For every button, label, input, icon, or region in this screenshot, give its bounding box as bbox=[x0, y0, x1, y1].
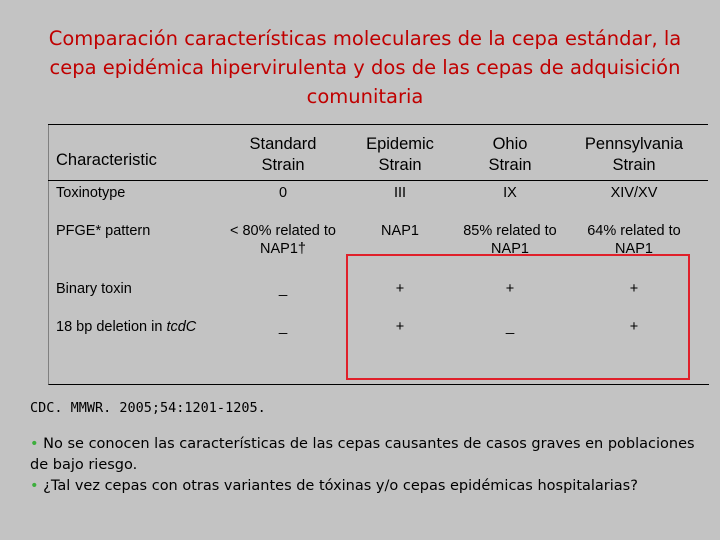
cell-binary-standard: _ bbox=[278, 280, 288, 297]
header-characteristic: Characteristic bbox=[56, 151, 157, 169]
cell-pfge-epidemic: NAP1 bbox=[381, 223, 419, 239]
bullet-item bbox=[30, 434, 715, 476]
cell-deletion-ohio: _ bbox=[505, 318, 515, 335]
row-label-deletion: 18 bp deletion in tcdC bbox=[56, 319, 197, 335]
cell-toxinotype-epidemic: III bbox=[393, 185, 407, 201]
cell-pfge-pennsylvania: 64% related to NAP1 bbox=[587, 223, 681, 257]
cell-toxinotype-ohio: IX bbox=[503, 185, 517, 201]
cell-deletion-epidemic: + bbox=[395, 319, 405, 335]
header-pennsylvania-strain: Pennsylvania Strain bbox=[584, 135, 684, 174]
row-label-binary-toxin: Binary toxin bbox=[56, 281, 132, 297]
cell-toxinotype-standard: 0 bbox=[278, 185, 288, 201]
highlight-box bbox=[346, 254, 690, 380]
cell-pfge-ohio: 85% related to NAP1 bbox=[463, 223, 557, 257]
header-standard-strain: Standard Strain bbox=[249, 135, 317, 174]
bullet-icon: • bbox=[30, 436, 39, 452]
header-ohio-strain: Ohio Strain bbox=[488, 135, 532, 174]
citation: CDC. MMWR. 2005;54:1201-1205. bbox=[30, 400, 266, 416]
cell-deletion-pennsylvania: + bbox=[629, 319, 639, 335]
row-label-pfge: PFGE* pattern bbox=[56, 223, 151, 239]
cell-binary-pennsylvania: + bbox=[629, 281, 639, 297]
cell-binary-ohio: + bbox=[505, 281, 515, 297]
cell-binary-epidemic: + bbox=[395, 281, 405, 297]
table-top-rule bbox=[48, 124, 708, 125]
cell-pfge-standard: < 80% related to NAP1† bbox=[229, 223, 336, 257]
bullet-item bbox=[30, 476, 715, 497]
header-epidemic-strain: Epidemic Strain bbox=[366, 135, 434, 174]
cell-deletion-standard: _ bbox=[278, 318, 288, 335]
bullet-text: ¿Tal vez cepas con otras variantes de tóxinas y/o cepas epidémicas hospitalarias? bbox=[43, 478, 638, 494]
cell-toxinotype-pennsylvania: XIV/XV bbox=[610, 185, 658, 201]
bullet-list bbox=[30, 434, 715, 497]
slide-title: Comparación características moleculares de la cepa estándar, la cepa epidémica hipervirulenta y dos de las cepas de adquisición comunitaria bbox=[48, 27, 682, 108]
row-label-toxinotype: Toxinotype bbox=[56, 185, 126, 201]
table-header-rule bbox=[48, 180, 708, 181]
bullet-icon: • bbox=[30, 478, 39, 494]
bullet-text: No se conocen las características de las cepas causantes de casos graves en poblaciones de bajo riesgo. bbox=[30, 436, 695, 473]
